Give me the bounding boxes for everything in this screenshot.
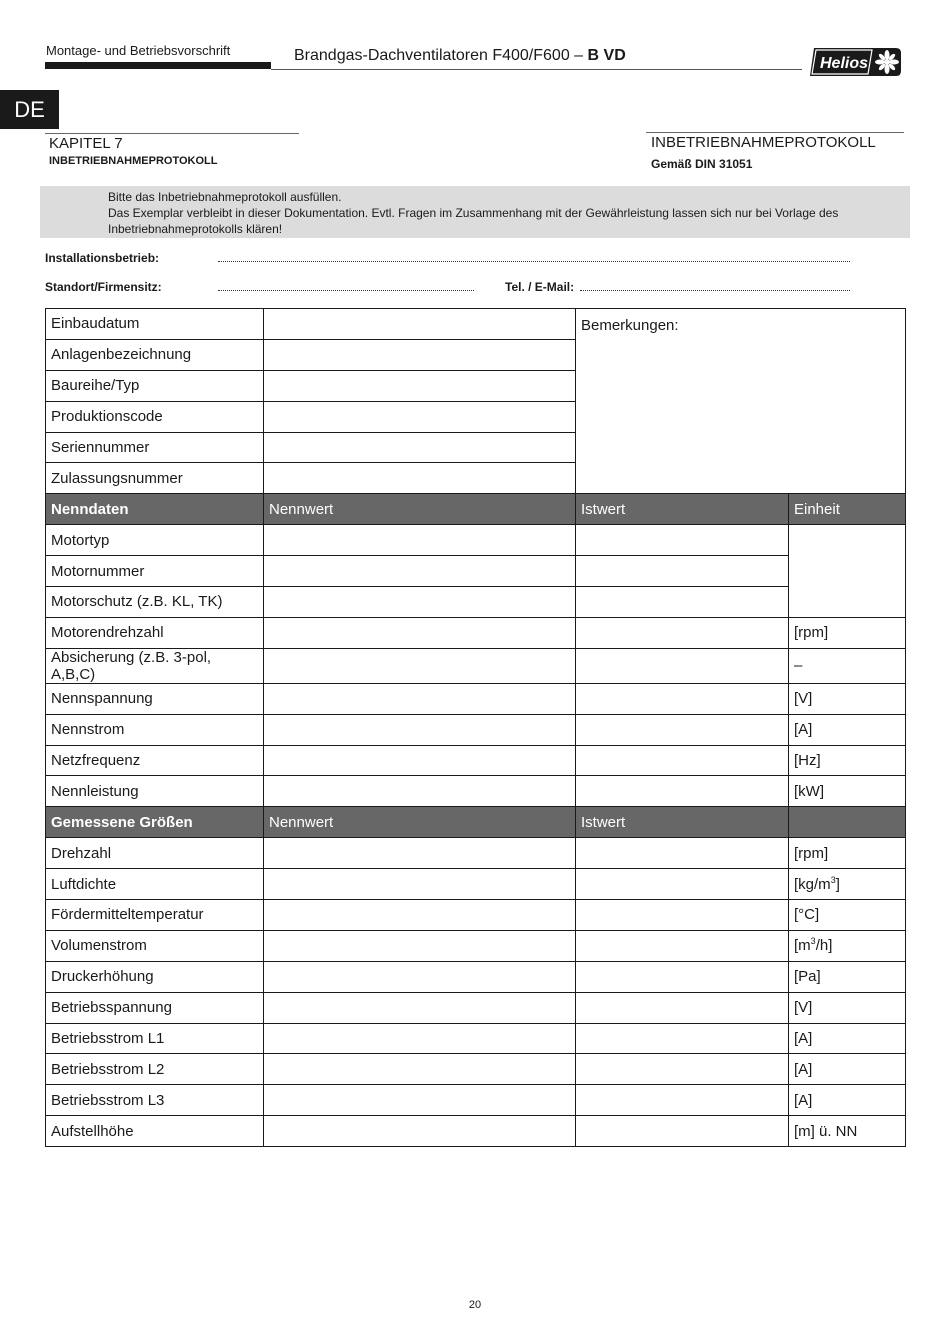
value-cell[interactable] — [264, 339, 576, 370]
actual-value-cell[interactable] — [576, 617, 789, 648]
nominal-value-cell[interactable] — [264, 900, 576, 931]
row-label: Zulassungsnummer — [46, 463, 264, 494]
actual-value-cell[interactable] — [576, 556, 789, 587]
table-row — [46, 714, 906, 745]
row-label: Baureihe/Typ — [46, 370, 264, 401]
unit-cell — [789, 1023, 906, 1054]
row-label: Nennstrom — [46, 714, 264, 745]
actual-value-cell[interactable] — [576, 1023, 789, 1054]
row-label: Motorschutz (z.B. KL, TK) — [46, 587, 264, 618]
row-label: Luftdichte — [46, 869, 264, 900]
row-label: Seriennummer — [46, 432, 264, 463]
contact-field[interactable] — [580, 290, 850, 291]
table-row — [46, 900, 906, 931]
nominal-value-cell[interactable] — [264, 714, 576, 745]
header-bar — [45, 62, 271, 69]
actual-value-cell[interactable] — [576, 869, 789, 900]
actual-value-cell[interactable] — [576, 714, 789, 745]
table-row — [46, 776, 906, 807]
row-label: Einbaudatum — [46, 309, 264, 340]
unit-text: [Hz] — [794, 752, 821, 770]
nominal-value-cell[interactable] — [264, 869, 576, 900]
nominal-value-cell[interactable] — [264, 587, 576, 618]
logo-text: Helios — [820, 55, 869, 72]
unit-cell — [789, 961, 906, 992]
actual-value-cell[interactable] — [576, 1054, 789, 1085]
column-header: Nennwert — [264, 494, 576, 525]
document-title-model: B VD — [587, 47, 626, 64]
table-row — [46, 617, 906, 648]
column-header: Nennwert — [264, 807, 576, 838]
table-row — [46, 556, 906, 587]
actual-value-cell[interactable] — [576, 587, 789, 618]
protocol-rule — [646, 132, 904, 133]
unit-text: [kW] — [794, 782, 824, 800]
installer-label: Installationsbetrieb: — [45, 251, 160, 265]
unit-text: [kg/m — [794, 875, 831, 893]
unit-cell — [789, 869, 906, 900]
unit-text: [A] — [794, 721, 813, 739]
unit-cell — [789, 683, 906, 714]
row-label: Motorendrehzahl — [46, 617, 264, 648]
unit-text: [°C] — [794, 906, 820, 924]
actual-value-cell[interactable] — [576, 776, 789, 807]
unit-text: [V] — [794, 999, 813, 1017]
row-label: Betriebsstrom L2 — [46, 1054, 264, 1085]
row-label: Betriebsstrom L1 — [46, 1023, 264, 1054]
table-row — [46, 1116, 906, 1147]
row-label: Betriebsspannung — [46, 992, 264, 1023]
note-line-2: Das Exemplar verbleibt in dieser Dokumentation. Evtl. Fragen im Zusammenhang mit der Gewährleistung lassen sich nur bei Vorlage des Inbetriebnahmeprotokolls klären! — [108, 206, 839, 236]
table-row — [46, 587, 906, 618]
nominal-value-cell[interactable] — [264, 683, 576, 714]
unit-cell — [789, 992, 906, 1023]
note-line-1: Bitte das Inbetriebnahmeprotokoll ausfüllen. — [108, 190, 342, 204]
unit-text: [A] — [794, 1060, 813, 1078]
chapter-title: KAPITEL 7 — [49, 135, 123, 152]
unit-cell — [789, 1085, 906, 1116]
unit-cell — [789, 648, 906, 683]
table-row — [46, 1023, 906, 1054]
table-row — [46, 961, 906, 992]
document-type-label: Montage- und Betriebsvorschrift — [46, 43, 231, 58]
unit-cell — [789, 838, 906, 869]
row-label: Netzfrequenz — [46, 745, 264, 776]
table-row — [46, 309, 906, 340]
nominal-value-cell[interactable] — [264, 745, 576, 776]
unit-superscript: 3 — [810, 936, 816, 947]
table-row — [46, 1054, 906, 1085]
row-label: Fördermitteltemperatur — [46, 900, 264, 931]
protocol-table — [45, 308, 906, 1147]
row-label: Aufstellhöhe — [46, 1116, 264, 1147]
unit-text: [m] ü. NN — [794, 1122, 858, 1140]
unit-cell — [789, 525, 906, 618]
unit-cell — [789, 776, 906, 807]
nominal-value-cell[interactable] — [264, 992, 576, 1023]
unit-text: [rpm] — [794, 844, 829, 862]
column-header: Gemessene Größen — [46, 807, 264, 838]
unit-text: [rpm] — [794, 624, 829, 642]
row-label: Produktionscode — [46, 401, 264, 432]
remarks-label: Bemerkungen: — [581, 317, 679, 334]
unit-text: – — [794, 657, 803, 675]
unit-cell — [789, 617, 906, 648]
protocol-title: INBETRIEBNAHMEPROTOKOLL — [651, 134, 876, 151]
table-row — [46, 525, 906, 556]
header-rule — [271, 69, 802, 70]
column-header: Einheit — [789, 494, 906, 525]
unit-cell — [789, 930, 906, 961]
nominal-value-cell[interactable] — [264, 961, 576, 992]
nominal-value-cell[interactable] — [264, 1116, 576, 1147]
table-row — [46, 869, 906, 900]
row-label: Nennspannung — [46, 683, 264, 714]
unit-text: [A] — [794, 1091, 813, 1109]
value-cell[interactable] — [264, 370, 576, 401]
unit-text: [A] — [794, 1030, 813, 1048]
actual-value-cell[interactable] — [576, 683, 789, 714]
chapter-rule — [45, 133, 299, 134]
section-header — [46, 494, 906, 525]
page-number: 20 — [468, 1299, 482, 1311]
unit-superscript: 3 — [830, 874, 836, 885]
row-label: Volumenstrom — [46, 930, 264, 961]
table-row — [46, 930, 906, 961]
protocol-norm: Gemäß DIN 31051 — [651, 157, 753, 171]
nominal-value-cell[interactable] — [264, 556, 576, 587]
instruction-note — [40, 186, 910, 238]
value-cell[interactable] — [264, 463, 576, 494]
column-header: Nenndaten — [46, 494, 264, 525]
location-field[interactable] — [218, 290, 474, 291]
column-header — [789, 807, 906, 838]
value-cell[interactable] — [264, 401, 576, 432]
installer-field[interactable] — [218, 261, 850, 262]
document-title — [294, 47, 626, 65]
actual-value-cell[interactable] — [576, 525, 789, 556]
nominal-value-cell[interactable] — [264, 776, 576, 807]
table-row — [46, 683, 906, 714]
nominal-value-cell[interactable] — [264, 1085, 576, 1116]
helios-logo — [808, 46, 903, 78]
actual-value-cell[interactable] — [576, 1116, 789, 1147]
contact-label: Tel. / E-Mail: — [505, 280, 575, 294]
table-row — [46, 745, 906, 776]
nominal-value-cell[interactable] — [264, 838, 576, 869]
row-label: Nennleistung — [46, 776, 264, 807]
row-label: Motortyp — [46, 525, 264, 556]
actual-value-cell[interactable] — [576, 648, 789, 683]
unit-text: [V] — [794, 690, 813, 708]
row-label: Motornummer — [46, 556, 264, 587]
remarks-cell[interactable] — [576, 309, 906, 494]
row-label: Anlagenbezeichnung — [46, 339, 264, 370]
value-cell[interactable] — [264, 432, 576, 463]
unit-cell — [789, 1116, 906, 1147]
unit-text-suffix: ] — [835, 875, 840, 893]
unit-cell — [789, 745, 906, 776]
actual-value-cell[interactable] — [576, 992, 789, 1023]
row-label: Druckerhöhung — [46, 961, 264, 992]
column-header: Istwert — [576, 807, 789, 838]
chapter-subtitle: INBETRIEBNAHMEPROTOKOLL — [49, 155, 218, 167]
actual-value-cell[interactable] — [576, 930, 789, 961]
unit-text-suffix: /h] — [815, 937, 833, 955]
row-label: Betriebsstrom L3 — [46, 1085, 264, 1116]
location-label: Standort/Firmensitz: — [45, 280, 162, 294]
nominal-value-cell[interactable] — [264, 930, 576, 961]
actual-value-cell[interactable] — [576, 1085, 789, 1116]
table-row — [46, 1085, 906, 1116]
actual-value-cell[interactable] — [576, 745, 789, 776]
column-header: Istwert — [576, 494, 789, 525]
nominal-value-cell[interactable] — [264, 525, 576, 556]
unit-cell — [789, 1054, 906, 1085]
nominal-value-cell[interactable] — [264, 1054, 576, 1085]
row-label: Drehzahl — [46, 838, 264, 869]
actual-value-cell[interactable] — [576, 900, 789, 931]
table-row — [46, 648, 906, 683]
nominal-value-cell[interactable] — [264, 617, 576, 648]
unit-cell — [789, 714, 906, 745]
section-header — [46, 807, 906, 838]
nominal-value-cell[interactable] — [264, 648, 576, 683]
document-title-prefix: Brandgas-Dachventilatoren F400/F600 – — [294, 47, 584, 64]
unit-cell — [789, 900, 906, 931]
value-cell[interactable] — [264, 309, 576, 340]
row-label: Absicherung (z.B. 3-pol, A,B,C) — [46, 648, 264, 683]
nominal-value-cell[interactable] — [264, 1023, 576, 1054]
table-row — [46, 838, 906, 869]
unit-text: [m — [794, 937, 811, 955]
unit-text: [Pa] — [794, 968, 821, 986]
actual-value-cell[interactable] — [576, 961, 789, 992]
actual-value-cell[interactable] — [576, 838, 789, 869]
language-tab: DE — [0, 90, 59, 129]
table-row — [46, 992, 906, 1023]
